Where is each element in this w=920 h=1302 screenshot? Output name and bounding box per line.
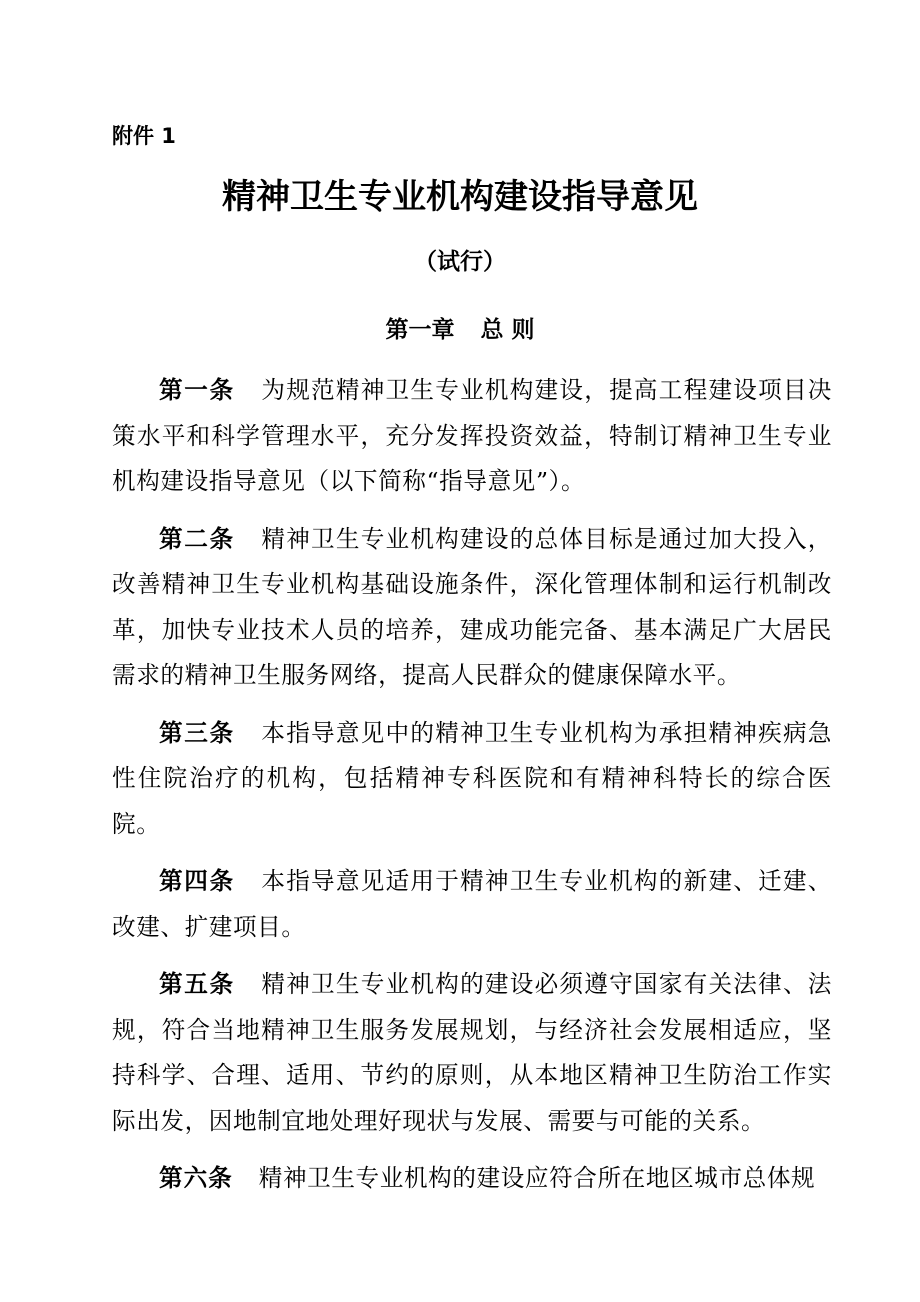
article-text: 本指导意见中的精神卫生专业机构为承担精神疾病急性住院治疗的机构，包括精神专科医院和有精神科特长的综合医院。 — [112, 718, 832, 838]
article-text: 为规范精神卫生专业机构建设，提高工程建设项目决策水平和科学管理水平，充分发挥投资效益，特制订精神卫生专业机构建设指导意见（以下简称“指导意见”）。 — [112, 376, 832, 495]
article-text: 本指导意见适用于精神卫生专业机构的新建、迁建、改建、扩建项目。 — [112, 867, 832, 941]
article-label: 第五条 — [159, 970, 235, 998]
article-4 — [112, 859, 832, 950]
article-label: 第四条 — [159, 867, 235, 895]
article-3 — [112, 711, 832, 848]
article-text: 精神卫生专业机构的建设必须遵守国家有关法律、法规，符合当地精神卫生服务发展规划，与经济社会发展相适应，坚持科学、合理、适用、节约的原则，从本地区精神卫生防治工作实际出发，因地制宜地处理好现状与发展、需要与可能的关系。 — [112, 970, 832, 1135]
document-body — [112, 368, 832, 1214]
article-label: 第六条 — [159, 1164, 233, 1192]
article-1 — [112, 368, 832, 505]
attachment-label: 附件 1 — [112, 124, 176, 148]
chapter-number: 第一章 — [385, 317, 455, 343]
article-label: 第二条 — [159, 524, 235, 553]
article-5 — [112, 962, 832, 1144]
chapter-name: 总 则 — [480, 317, 535, 343]
article-label: 第三条 — [159, 718, 235, 747]
chapter-heading — [0, 310, 920, 350]
document-title: 精神卫生专业机构建设指导意见 — [222, 177, 698, 217]
article-label: 第一条 — [159, 376, 235, 404]
article-6 — [112, 1156, 832, 1202]
article-text: 精神卫生专业机构的建设应符合所在地区城市总体规 — [258, 1164, 816, 1192]
article-text: 精神卫生专业机构建设的总体目标是通过加大投入，改善精神卫生专业机构基础设施条件，深化管理体制和运行机制改革，加快专业技术人员的培养，建成功能完备、基本满足广大居民需求的精神卫生服务网络，提高人民群众的健康保障水平。 — [112, 524, 832, 689]
document-subtitle: （试行） — [414, 249, 506, 275]
article-2 — [112, 517, 832, 699]
